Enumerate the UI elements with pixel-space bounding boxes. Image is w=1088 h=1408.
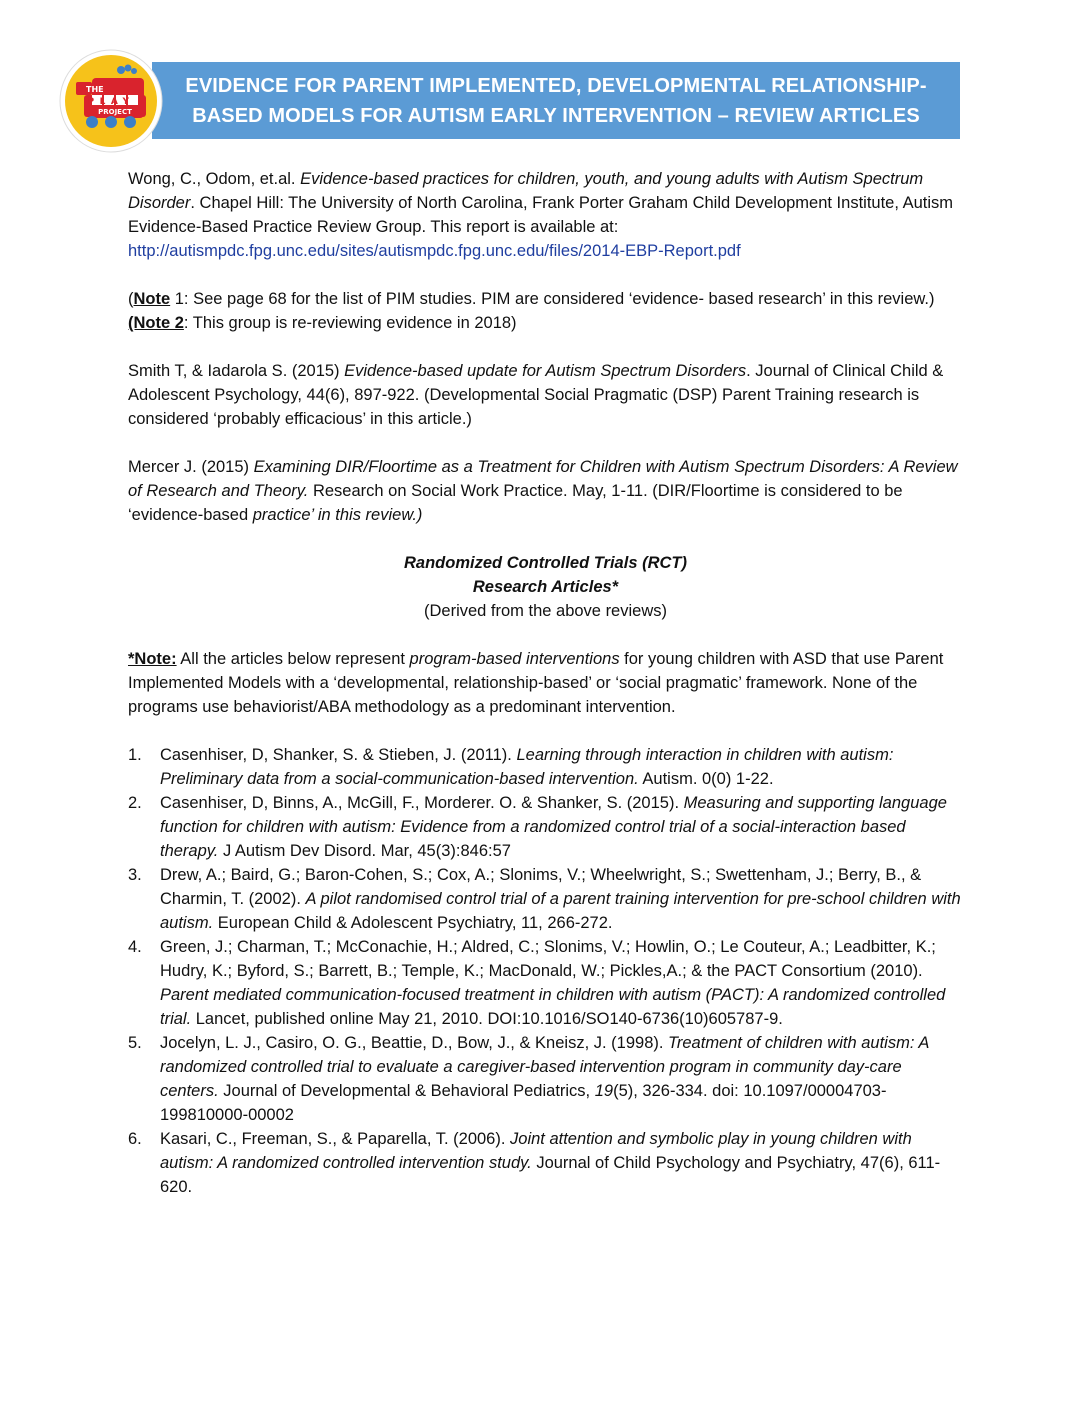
- list-item: 4. Green, J.; Charman, T.; McConachie, H.; Aldred, C.; Slonims, V.; Howlin, O.; Le Couteur, A.; Leadbitter, K.; Hudry, K.; Byford, S.; Barrett, B.; Temple, K.; MacDonald, W.; Pickles,A.; & the PACT Consortium (2010). Parent mediated communication-focused treatment in children with autism (PACT): A randomized controlled trial. Lancet, published online May 21, 2010. DOI:10.1016/SO140-6736(10)605787-9.: [128, 938, 946, 1028]
- note-2: (Note 2: This group is re-reviewing evidence in 2018): [128, 314, 517, 332]
- list-item: 6. Kasari, C., Freeman, S., & Paparella, T. (2006). Joint attention and symbolic play in young children with autism: A randomized controlled intervention study. Journal of Child Psychology and Psychiatry, 47(6), 611-620.: [128, 1130, 941, 1196]
- list-item: 5. Jocelyn, L. J., Casiro, O. G., Beattie, D., Bow, J., & Kneisz, J. (1998). Treatment of children with autism: A randomized controlled trial to evaluate a caregiver-based intervention program in community day-care centers. Journal of Developmental & Behavioral Pediatrics, 19(5), 326-334. doi: 10.1097/00004703-199810000-00002: [128, 1034, 929, 1124]
- header-title-line-1: EVIDENCE FOR PARENT IMPLEMENTED, DEVELOPMENTAL RELATIONSHIP-: [185, 74, 927, 97]
- citation-wong-title: Evidence-based practices for children, youth, and young adults with Autism Spectrum Disorder: [128, 170, 924, 212]
- rct-heading: Randomized Controlled Trials (RCT): [404, 554, 687, 572]
- rct-subheading: Research Articles*: [472, 578, 619, 596]
- header-title-line-2: BASED MODELS FOR AUTISM EARLY INTERVENTION – REVIEW ARTICLES: [192, 104, 920, 127]
- report-url-link[interactable]: http://autismpdc.fpg.unc.edu/sites/autismpdc.fpg.unc.edu/files/2014-EBP-Report.pdf: [128, 242, 741, 260]
- rct-derived-note: (Derived from the above reviews): [423, 602, 667, 620]
- list-item: 1. Casenhiser, D, Shanker, S. & Stieben, J. (2011). Learning through interaction in children with autism: Preliminary data from a social-communication-based intervention. Autism. 0(0) 1-22.: [128, 746, 894, 788]
- page-header-banner: [152, 62, 960, 139]
- note-1-label: Note: [133, 290, 171, 308]
- citation-mercer-title: Examining DIR/Floortime as a Treatment for Children with Autism Spectrum Disorders: A Review of Research and Theory.: [128, 458, 958, 500]
- reference-list: [128, 743, 963, 1199]
- list-item: 3. Drew, A.; Baird, G.; Baron-Cohen, S.; Cox, A.; Slonims, V.; Wheelwright, S.; Swettenham, J.; Berry, B., & Charmin, T. (2002). A pilot randomised control trial of a parent training intervention for pre-school children with autism. European Child & Adolescent Psychiatry, 11, 266-272.: [128, 866, 961, 932]
- document-body: [128, 167, 963, 1199]
- logo-text-play: PLAY: [87, 97, 135, 107]
- citation-mercer: Mercer J. (2015) Examining DIR/Floortime as a Treatment for Children with Autism Spectrum Disorders: A Review of Research and Theory. Research on Social Work Practice. May, 1-11. (DIR/Floortime is considered to be ‘evidence-based practice’ in this review.): [128, 458, 958, 524]
- note-2-label: (Note 2: [128, 314, 184, 332]
- note-1: (Note 1: See page 68 for the list of PIM studies. PIM are considered ‘evidence- based research’ in this review.): [128, 290, 935, 308]
- logo-text-project: PROJECT: [98, 108, 132, 116]
- star-note-label: *Note:: [128, 650, 177, 668]
- star-note: *Note: All the articles below represent program-based interventions for young children with ASD that use Parent Implemented Models with a ‘developmental, relationship-based’ or ‘social pragmatic’ framework. None of the programs use behaviorist/ABA methodology as a predominant intervention.: [128, 650, 944, 716]
- logo-text-the: THE: [86, 85, 104, 94]
- citation-wong: Wong, C., Odom, et.al. Evidence-based practices for children, youth, and young adults with Autism Spectrum Disorder. Chapel Hill: The University of North Carolina, Frank Porter Graham Child Development Institute, Autism Evidence-Based Practice Review Group. This report is available at: http://autismpdc.fpg.unc.edu/sites/autismpdc.fpg.unc.edu/files/2014-EBP-Report.pdf: [128, 170, 954, 260]
- citation-smith-title: Evidence-based update for Autism Spectrum Disorders: [344, 362, 747, 380]
- citation-smith: Smith T, & Iadarola S. (2015) Evidence-based update for Autism Spectrum Disorders. Journal of Clinical Child & Adolescent Psychology, 44(6), 897-922. (Developmental Social Pragmatic (DSP) Parent Training research is considered ‘probably efficacious’ in this article.): [128, 362, 944, 428]
- list-item: 2. Casenhiser, D, Binns, A., McGill, F., Morderer. O. & Shanker, S. (2015). Measuring and supporting language function for children with autism: Evidence from a randomized control trial of a social-interaction based therapy. J Autism Dev Disord. Mar, 45(3):846:57: [128, 794, 947, 860]
- play-project-logo: [58, 48, 164, 154]
